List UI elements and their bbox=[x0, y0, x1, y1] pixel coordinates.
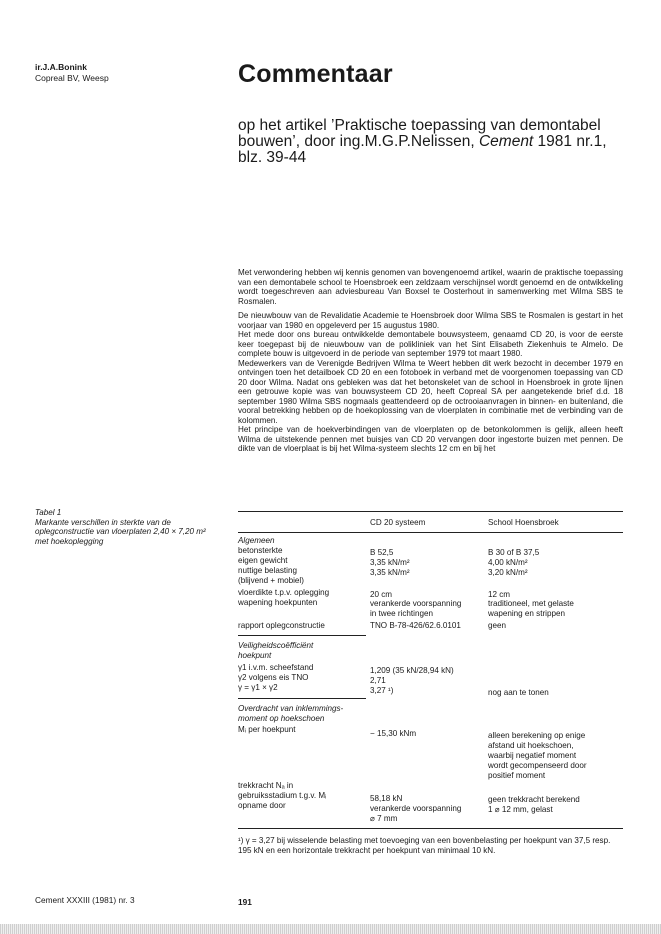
row-school: afstand uit hoekschoen, bbox=[488, 741, 574, 750]
paragraph-5: Het principe van de hoekverbindingen van de vloerplaten op de betonkolommen is gelijk, alleen heeft Wilma de uitstekende pennen met buisjes van CD 20 vervangen door ingestorte buizen met pennen. De dikte van de vloerplaat is bij het Wilma-systeem slechts 12 cm en bij het bbox=[238, 425, 623, 453]
row-label: γ = γ1 × γ2 bbox=[238, 683, 278, 692]
paragraph-2: De nieuwbouw van de Revalidatie Academie te Hoensbroek door Wilma SBS te Rosmalen is gestart in het voorjaar van 1980 en opgeleverd per 15 augustus 1980. bbox=[238, 311, 623, 330]
subtitle-tail: 1981 nr.1, blz. 39-44 bbox=[238, 133, 607, 166]
footer-journal: Cement XXXIII (1981) nr. 3 bbox=[35, 895, 135, 905]
section-overdracht: Overdracht van inklemmings- bbox=[238, 704, 344, 713]
row-label: wapening hoekpunten bbox=[238, 598, 318, 607]
section-rule bbox=[238, 698, 366, 699]
row-school: waarbij negatief moment bbox=[488, 751, 577, 760]
row-label: opname door bbox=[238, 801, 286, 810]
section-veiligheid-sub: hoekpunt bbox=[238, 651, 272, 660]
row-label: nuttige belasting bbox=[238, 566, 297, 575]
row-school: wordt gecompenseerd door bbox=[488, 761, 587, 770]
row-cd20: in twee richtingen bbox=[370, 609, 433, 618]
subtitle-journal: Cement bbox=[478, 133, 534, 150]
row-cd20: 3,35 kN/m² bbox=[370, 568, 410, 577]
row-school: wapening en strippen bbox=[488, 609, 565, 618]
row-school: geen trekkracht berekend bbox=[488, 795, 580, 804]
row-cd20: verankerde voorspanning bbox=[370, 599, 462, 608]
row-label: trekkracht Nₐ in bbox=[238, 781, 294, 790]
row-cd20: ⌀ 7 mm bbox=[370, 814, 398, 823]
row-cd20: 20 cm bbox=[370, 590, 393, 599]
row-label: eigen gewicht bbox=[238, 556, 288, 565]
table-rule-bottom bbox=[238, 828, 623, 829]
page-title: Commentaar bbox=[238, 60, 393, 88]
row-cd20: 3,35 kN/m² bbox=[370, 558, 410, 567]
section-overdracht-sub: moment op hoekschoen bbox=[238, 714, 325, 723]
row-cd20: 58,18 kN bbox=[370, 794, 403, 803]
row-label: Mᵢ per hoekpunt bbox=[238, 725, 296, 734]
section-rule bbox=[238, 635, 366, 636]
article-body bbox=[238, 268, 623, 454]
section-veiligheid: Veiligheidscoëfficiënt bbox=[238, 641, 314, 650]
row-label: rapport oplegconstructie bbox=[238, 621, 325, 630]
row-school: alleen berekening op enige bbox=[488, 731, 586, 740]
row-label: betonsterkte bbox=[238, 546, 283, 555]
col-head-cd20: CD 20 systeem bbox=[370, 518, 426, 527]
author-name: ir.J.A.Bonink bbox=[35, 62, 87, 72]
row-cd20: verankerde voorspanning bbox=[370, 804, 462, 813]
subtitle bbox=[238, 118, 628, 166]
row-label: (blijvend + mobiel) bbox=[238, 576, 304, 585]
footnote: ¹) γ = 3,27 bij wisselende belasting met toevoeging van een bovenbelasting per hoekpunt van 37,5 resp. 195 kN en een horizontale trekkracht per hoekpunt van minimaal 10 kN. bbox=[238, 836, 611, 855]
row-school: traditioneel, met gelaste bbox=[488, 599, 574, 608]
paragraph-4: Medewerkers van de Verenigde Bedrijven Wilma te Weert hebben dit werk bezocht in december 1979 en ontvingen toen het detailboek CD 20 en een fotoboek in verband met de voorgenomen toepassing van CD 20 door Wilma. Nadat ons gebleken was dat het betonskelet van de school in Hoensbroek in grote lijnen een getrouwe kopie was van bouwsysteem CD 20, heeft Copreal SA per aangetekende brief d.d. 18 september 1980 Wilma SBS nogmaals geattendeerd op de octrooiaanvragen in binnen- en buitenland, die vooral betrekking hebben op de hoekoplossing van de vloerplaten in combinatie met de verbinding van de kolommen. bbox=[238, 358, 623, 425]
paragraph-1: Met verwondering hebben wij kennis genomen van bovengenoemd artikel, waarin de praktische toepassing van een demontabele school te Hoensbroek een zeldzaam verschijnsel wordt genoemd en de ontwikkeling wordt toegeschreven aan adviesbureau Van Boxsel te Oosterhout in samenwerking met Wilma SBS te Rosmalen. bbox=[238, 268, 623, 306]
table-rule-top bbox=[238, 511, 623, 512]
row-school: 3,20 kN/m² bbox=[488, 568, 528, 577]
caption-label: Tabel 1 bbox=[35, 508, 62, 517]
scan-edge-stripe bbox=[0, 924, 661, 934]
section-algemeen: Algemeen bbox=[238, 536, 275, 545]
author-block bbox=[35, 62, 109, 84]
row-cd20: B 52,5 bbox=[370, 548, 394, 557]
row-label: vloerdikte t.p.v. oplegging bbox=[238, 588, 330, 597]
table-caption bbox=[35, 508, 215, 546]
caption-text: Markante verschillen in sterkte van de oplegconstructie van vloerplaten 2,40 × 7,20 m² met hoekoplegging bbox=[35, 517, 206, 546]
row-cd20: TNO B-78-426/62.6.0101 bbox=[370, 621, 461, 630]
page-number: 191 bbox=[238, 897, 252, 907]
subtitle-lead: op het artikel ’Praktische toepassing van demontabel bouwen’, door ing.M.G.P.Nelissen, bbox=[238, 117, 601, 150]
row-label: γ1 i.v.m. scheefstand bbox=[238, 663, 314, 672]
row-school: 12 cm bbox=[488, 590, 511, 599]
row-cd20: 2,71 bbox=[370, 676, 386, 685]
row-school: 1 ⌀ 12 mm, gelast bbox=[488, 805, 553, 814]
row-school: B 30 of B 37,5 bbox=[488, 548, 540, 557]
row-cd20: − 15,30 kNm bbox=[370, 729, 417, 738]
row-school: positief moment bbox=[488, 771, 546, 780]
row-cd20: 3,27 ¹) bbox=[370, 686, 394, 695]
author-affiliation: Copreal BV, Weesp bbox=[35, 73, 109, 83]
row-school: geen bbox=[488, 621, 507, 630]
row-school: nog aan te tonen bbox=[488, 688, 549, 697]
row-label: γ2 volgens eis TNO bbox=[238, 673, 309, 682]
table-rule-head bbox=[238, 532, 623, 533]
col-head-school: School Hoensbroek bbox=[488, 518, 559, 527]
paragraph-3: Het mede door ons bureau ontwikkelde demontabele bouwsysteem, genaamd CD 20, is voor de eerste keer toegepast bij de nieuwbouw van de polikliniek van het Sint Elisabeth Ziekenhuis te Almelo. De complete bouw is uitgevoerd in de periode van september 1979 tot maart 1980. bbox=[238, 330, 623, 358]
row-school: 4,00 kN/m² bbox=[488, 558, 528, 567]
row-label: gebruiksstadium t.g.v. Mᵢ bbox=[238, 791, 327, 800]
row-cd20: 1,209 (35 kN/28,94 kN) bbox=[370, 666, 454, 675]
